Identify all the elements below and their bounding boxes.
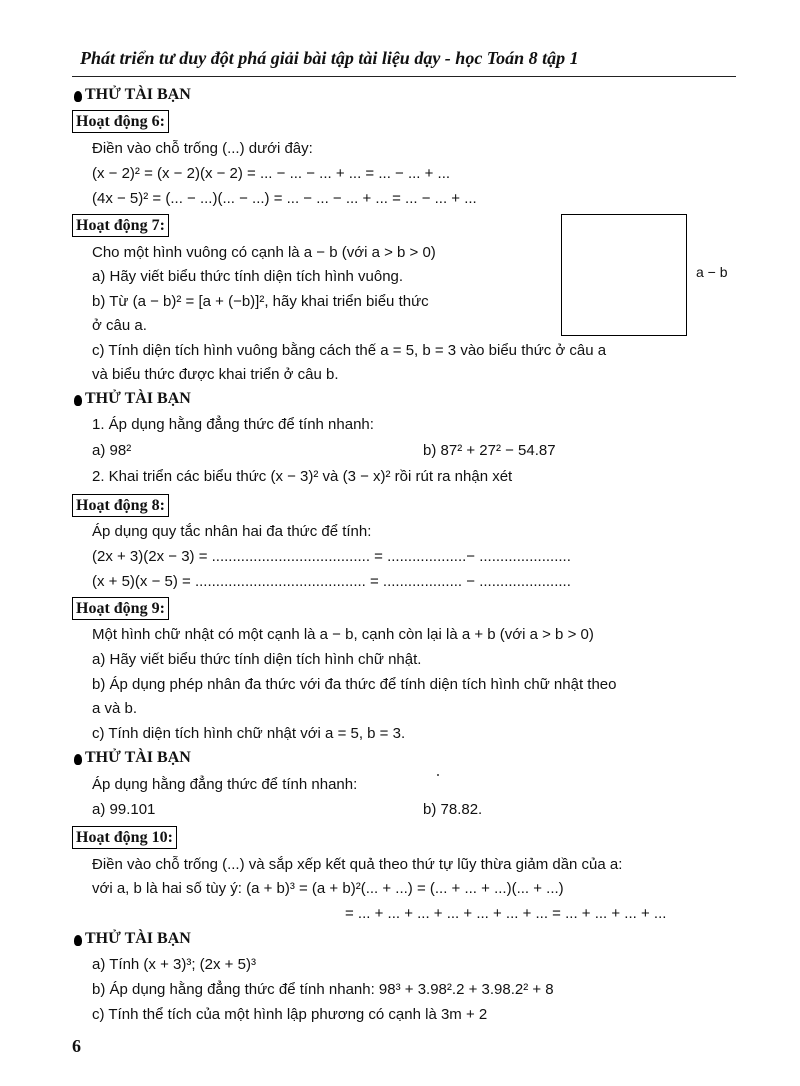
hoat-dong-6-box: Hoạt động 6: xyxy=(72,110,169,133)
text-line: b) Từ (a − b)² = [a + (−b)]², hãy khai triển biểu thức xyxy=(92,293,429,310)
text-line: 1. Áp dụng hằng đẳng thức để tính nhanh: xyxy=(92,416,374,433)
text-line: Áp dụng hằng đẳng thức để tính nhanh: xyxy=(92,776,358,793)
text-line: Cho một hình vuông có cạnh là a − b (với a > b > 0) xyxy=(92,244,436,261)
thu-tai-ban-heading-1: THỬ TÀI BẠN xyxy=(74,86,191,104)
text-line: a) Hãy viết biểu thức tính diện tích hình chữ nhật. xyxy=(92,651,422,668)
text-line: ở câu a. xyxy=(92,317,147,334)
page-number: 6 xyxy=(72,1036,81,1056)
thu-tai-ban-heading-2: THỬ TÀI BẠN xyxy=(74,390,191,408)
text-line: (4x − 5)² = (... − ...)(... − ...) = ... − ... − ... + ... = ... − ... + ... xyxy=(92,190,477,207)
square-figure xyxy=(561,214,687,336)
text-line: 2. Khai triển các biểu thức (x − 3)² và (3 − x)² rồi rút ra nhận xét xyxy=(92,468,513,485)
text-line: Điền vào chỗ trống (...) dưới đây: xyxy=(92,140,313,157)
text-line: (x + 5)(x − 5) = ......................................... = ................... − ...................... xyxy=(92,573,571,590)
text-line: a) 99.101 xyxy=(92,801,156,818)
text-line: a) Tính (x + 3)³; (2x + 5)³ xyxy=(92,956,256,973)
text-line: với a, b là hai số tùy ý: (a + b)³ = (a + b)²(... + ...) = (... + ... + ...)(... + ...) xyxy=(92,880,564,897)
text-line: (x − 2)² = (x − 2)(x − 2) = ... − ... − ... + ... = ... − ... + ... xyxy=(92,165,451,182)
lightbulb-icon xyxy=(74,935,82,946)
text-line: = ... + ... + ... + ... + ... + ... + ... = ... + ... + ... + ... xyxy=(345,905,667,922)
lightbulb-icon xyxy=(74,91,82,102)
text-line: a và b. xyxy=(92,700,138,717)
stray-dot xyxy=(437,774,439,776)
thu-tai-ban-heading-3: THỬ TÀI BẠN xyxy=(74,749,191,767)
text-line: b) 78.82. xyxy=(423,801,483,818)
text-line: b) Áp dụng phép nhân đa thức với đa thức để tính diện tích hình chữ nhật theo xyxy=(92,676,617,693)
lightbulb-icon xyxy=(74,395,82,406)
text-line: và biểu thức được khai triển ở câu b. xyxy=(92,366,339,383)
text-line: Áp dụng quy tắc nhân hai đa thức để tính: xyxy=(92,523,372,540)
lightbulb-icon xyxy=(74,754,82,765)
square-side-label: a − b xyxy=(696,264,728,280)
hoat-dong-10-box: Hoạt động 10: xyxy=(72,826,177,849)
text-line: (2x + 3)(2x − 3) = ...................................... = ...................− ...................... xyxy=(92,548,571,565)
hoat-dong-7-box: Hoạt động 7: xyxy=(72,214,169,237)
text-line: a) Hãy viết biểu thức tính diện tích hình vuông. xyxy=(92,268,404,285)
page-header-title: Phát triển tư duy đột phá giải bài tập tài liệu dạy - học Toán 8 tập 1 xyxy=(80,48,579,68)
thu-tai-ban-heading-4: THỬ TÀI BẠN xyxy=(74,930,191,948)
text-line: b) Áp dụng hằng đẳng thức để tính nhanh: 98³ + 3.98².2 + 3.98.2² + 8 xyxy=(92,981,554,998)
text-line: Một hình chữ nhật có một cạnh là a − b, cạnh còn lại là a + b (với a > b > 0) xyxy=(92,626,594,643)
text-line: a) 98² xyxy=(92,442,132,459)
hoat-dong-8-box: Hoạt động 8: xyxy=(72,494,169,517)
text-line: Điền vào chỗ trống (...) và sắp xếp kết quả theo thứ tự lũy thừa giảm dần của a: xyxy=(92,856,623,873)
hoat-dong-9-box: Hoạt động 9: xyxy=(72,597,169,620)
text-line: c) Tính thể tích của một hình lập phương có cạnh là 3m + 2 xyxy=(92,1006,488,1023)
text-line: b) 87² + 27² − 54.87 xyxy=(423,442,556,459)
text-line: c) Tính diện tích hình vuông bằng cách thế a = 5, b = 3 vào biểu thức ở câu a xyxy=(92,342,607,359)
text-line: c) Tính diện tích hình chữ nhật với a = 5, b = 3. xyxy=(92,725,406,742)
header-rule xyxy=(72,76,736,77)
